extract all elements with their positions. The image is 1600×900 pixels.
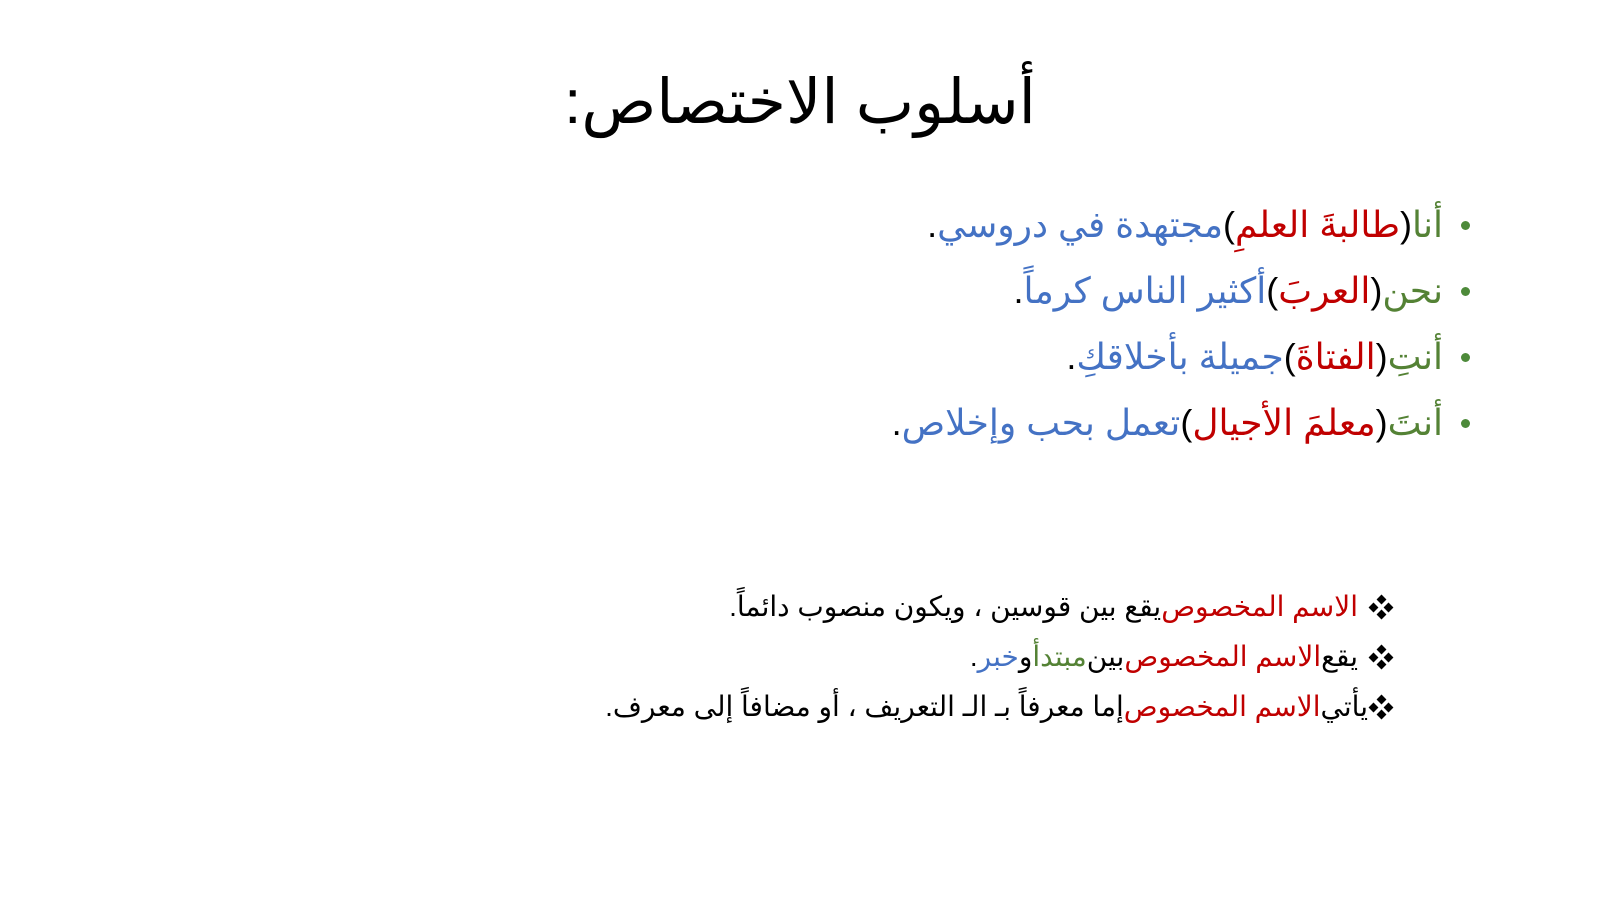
four-diamond-bullet-icon: [1370, 696, 1392, 718]
four-diamond-bullet-icon: [1370, 596, 1392, 618]
example-pronoun: أنا: [1412, 204, 1443, 245]
note-text: إما معرفاً بـ الـ التعريف ، أو مضافاً إلى معرف.: [605, 691, 1124, 722]
round-bullet-icon: [1461, 353, 1470, 362]
example-predicate: جميلة بأخلاقكِ: [1076, 336, 1284, 377]
note-term: الاسم المخصوص: [1124, 641, 1322, 672]
round-bullet-icon: [1461, 221, 1470, 230]
note-text: يقع: [1321, 641, 1358, 672]
example-specialized-noun: طالبةَ العلمِ: [1235, 204, 1400, 245]
example-specialized-noun: معلمَ الأجيال: [1192, 402, 1376, 443]
example-predicate: تعمل بحب وإخلاص: [901, 402, 1181, 443]
note-item: [392, 582, 1392, 632]
round-bullet-icon: [1461, 287, 1470, 296]
note-subject-term: مبتدأ: [1032, 641, 1087, 672]
example-period: .: [1066, 336, 1077, 377]
slide-title: أسلوب الاختصاص:: [564, 68, 1036, 137]
example-period: .: [927, 204, 938, 245]
example-pronoun: أنتِ: [1387, 336, 1443, 377]
example-close-paren: ): [1266, 270, 1279, 311]
example-predicate: مجتهدة في دروسي: [937, 204, 1224, 245]
note-term: الاسم المخصوص: [1123, 691, 1321, 722]
example-open-paren: (: [1400, 204, 1412, 245]
example-specialized-noun: الفتاةَ: [1295, 336, 1376, 377]
example-pronoun: نحن: [1382, 270, 1443, 311]
note-text: .: [969, 641, 978, 672]
examples-list: [570, 192, 1470, 456]
example-close-paren: ): [1180, 402, 1193, 443]
example-item: [570, 258, 1470, 324]
example-item: [570, 192, 1470, 258]
note-text: يقع بين قوسين ، ويكون منصوب دائماً.: [729, 591, 1162, 622]
note-item: [392, 682, 1392, 732]
example-close-paren: ): [1223, 204, 1236, 245]
example-specialized-noun: العربَ: [1278, 270, 1371, 311]
example-item: [570, 324, 1470, 390]
example-predicate: أكثير الناس كرماً: [1023, 270, 1267, 311]
example-period: .: [1013, 270, 1024, 311]
example-open-paren: (: [1375, 402, 1388, 443]
example-pronoun: أنتَ: [1387, 402, 1443, 443]
example-item: [570, 390, 1470, 456]
example-open-paren: (: [1375, 336, 1388, 377]
note-predicate-term: خبر: [977, 641, 1019, 672]
four-diamond-bullet-icon: [1370, 646, 1392, 668]
round-bullet-icon: [1461, 419, 1470, 428]
note-term: الاسم المخصوص: [1161, 591, 1358, 622]
note-text: يأتي: [1320, 691, 1368, 722]
example-close-paren: ): [1283, 336, 1296, 377]
example-period: .: [891, 402, 902, 443]
note-text: بين: [1086, 641, 1125, 672]
note-item: [392, 632, 1392, 682]
note-text: و: [1018, 641, 1033, 672]
example-open-paren: (: [1370, 270, 1383, 311]
notes-list: [392, 582, 1392, 732]
